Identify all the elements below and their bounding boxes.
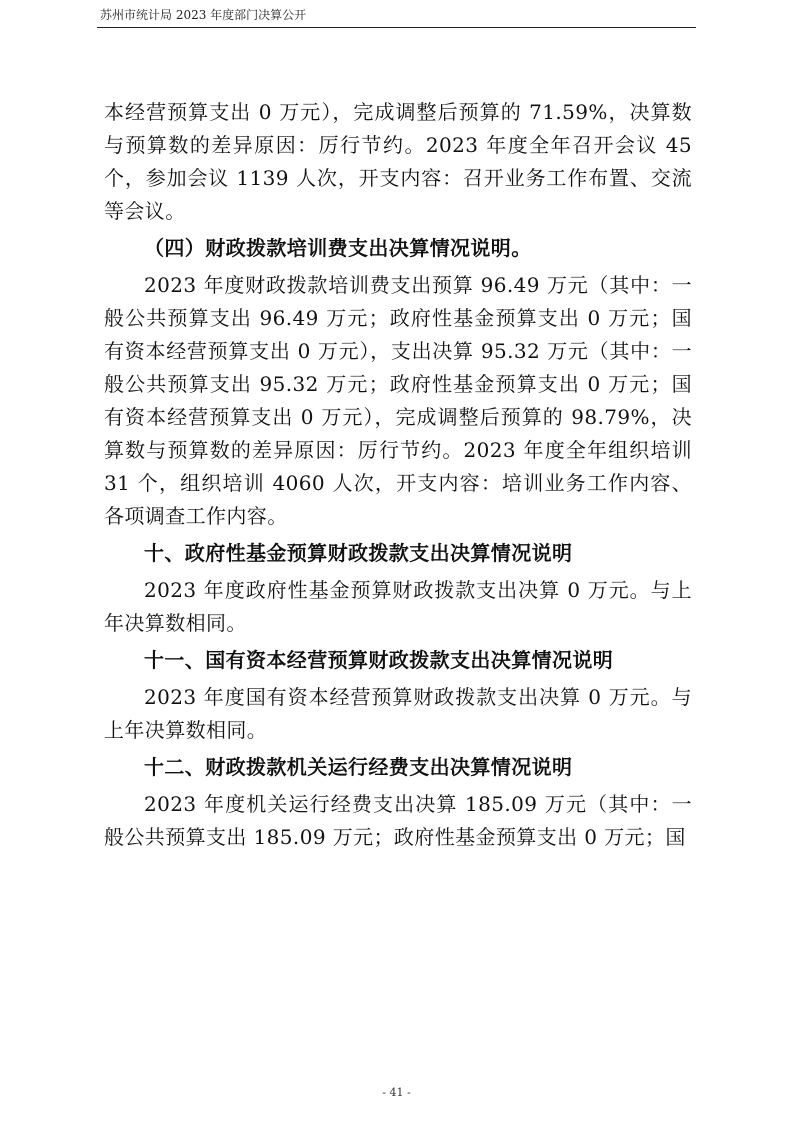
heading-training-expense: （四）财政拨款培训费支出决算情况说明。 [144, 236, 532, 260]
heading-state-capital: 十一、国有资本经营预算财政拨款支出决算情况说明 [144, 648, 614, 672]
paragraph-meeting-expense-continued: 本经营预算支出 0 万元），完成调整后预算的 71.59%，决算数与预算数的差异原因：厉行节约。2023 年度全年召开会议 45 个，参加会议 1139 人次，开支内容：召开业务工作布置、交流等会议。 [104, 100, 692, 223]
header-divider [97, 27, 696, 28]
paragraph-operating-expense: 2023 年度机关运行经费支出决算 185.09 万元（其中：一般公共预算支出 185.09 万元；政府性基金预算支出 0 万元；国 [104, 792, 692, 849]
paragraph-training-expense: 2023 年度财政拨款培训费支出预算 96.49 万元（其中：一般公共预算支出 96.49 万元；政府性基金预算支出 0 万元；国有资本经营预算支出 0 万元），支出决算 95.32 万元（其中：一般公共预算支出 95.32 万元；政府性基金预算支出 0 万元；国有资本经营预算支出 0 万元），完成调整后预算的 98.79%，决算数与预算数的差异原因：厉行节约。2023 年度全年组织培训 31 个，组织培训 4060 人次，开支内容：培训业务工作内容、各项调查工作内容。 [104, 273, 692, 528]
heading-government-fund: 十、政府性基金预算财政拨款支出决算情况说明 [144, 541, 573, 565]
paragraph-government-fund: 2023 年度政府性基金预算财政拨款支出决算 0 万元。与上年决算数相同。 [104, 578, 692, 635]
page-header: 苏州市统计局 2023 年度部门决算公开 [100, 8, 307, 22]
document-body [104, 96, 692, 854]
paragraph-state-capital: 2023 年度国有资本经营预算财政拨款支出决算 0 万元。与上年决算数相同。 [104, 685, 692, 742]
page-number: - 41 - [382, 1086, 411, 1099]
heading-operating-expense: 十二、财政拨款机关运行经费支出决算情况说明 [144, 755, 573, 779]
